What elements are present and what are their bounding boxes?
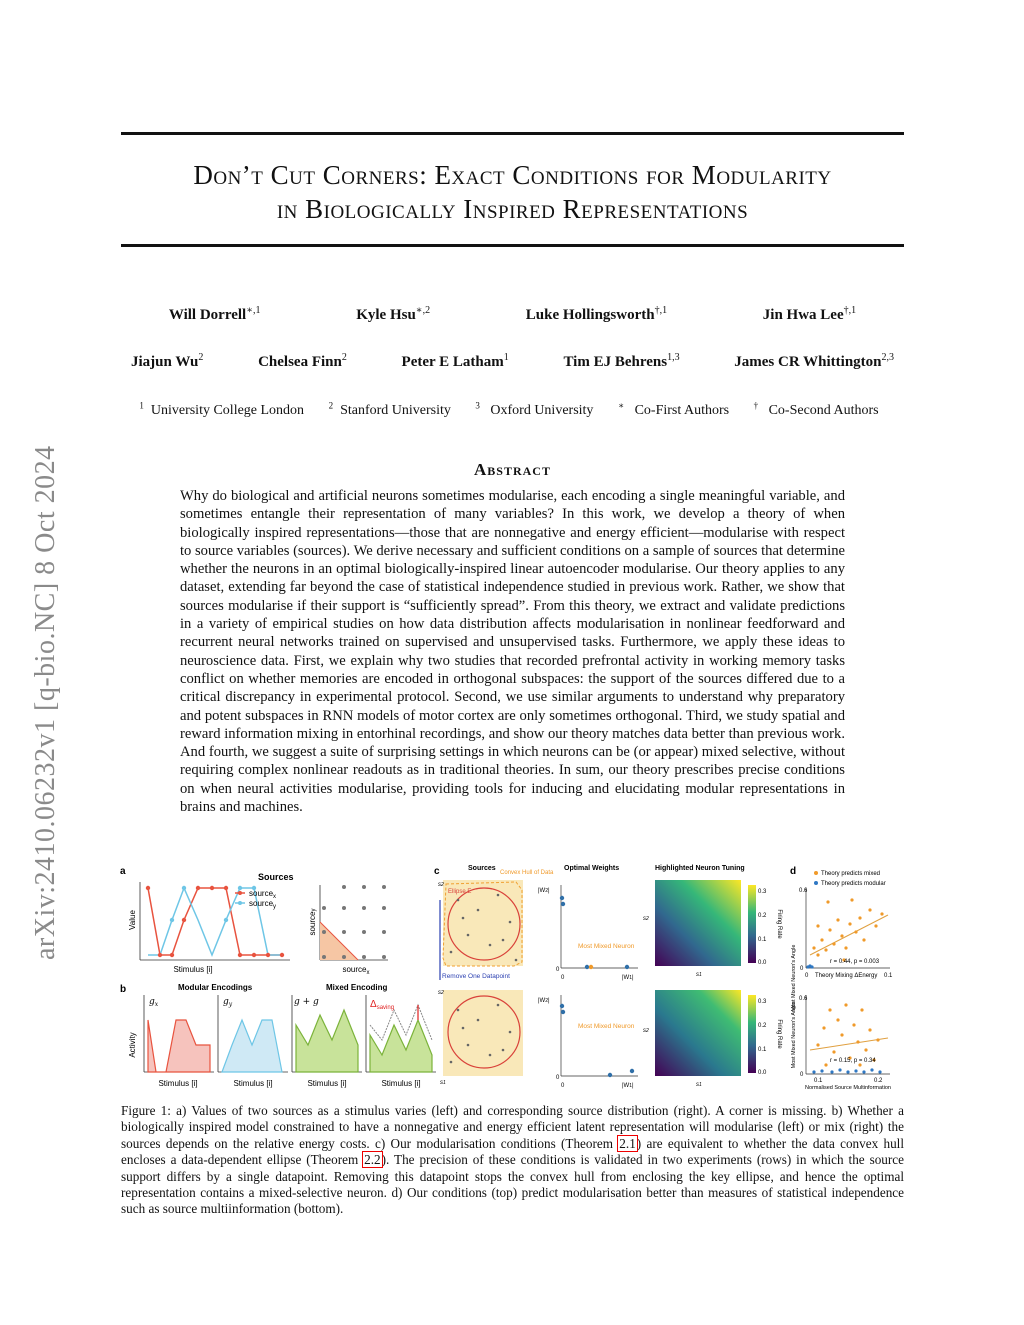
svg-text:Theory predicts mixed: Theory predicts mixed [821,871,881,877]
svg-text:0.3: 0.3 [758,889,767,895]
panel-a-label: a [120,866,126,877]
panel-b-title-mixed: Mixed Encoding [326,983,388,992]
svg-text:Firing Rate: Firing Rate [776,909,782,939]
panel-c-col-sources: Sources [468,865,496,872]
author: Peter E Latham$^1$ [401,352,509,370]
svg-text:0.3: 0.3 [758,999,767,1005]
sources-plot-row2 [438,990,523,1086]
affiliations [121,400,904,419]
svg-text:0.6: 0.6 [799,996,808,1002]
svg-text:Firing Rate: Firing Rate [776,1019,782,1049]
svg-text:0: 0 [556,1075,560,1081]
panel-d-legend [814,871,886,887]
svg-text:Most Mixed Neuron: Most Mixed Neuron [578,1023,635,1030]
authors-row-1 [121,305,904,324]
svg-text:s2: s2 [438,882,444,888]
sources-plot-row1 [438,870,554,966]
panel-d-ylabel-bottom: Most Mixed Neuron's Angle [791,1001,797,1069]
svg-text:sourcex: source$_x$ [249,889,277,900]
svg-text:0.0: 0.0 [758,1070,767,1076]
panel-b-label: b [120,984,127,995]
svg-text:s2: s2 [438,990,444,996]
panel-a-legend [235,889,276,910]
svg-text:|W1|: |W1| [622,975,634,981]
svg-text:Ellipse E: Ellipse E [448,889,472,895]
svg-text:|W2|: |W2| [538,888,550,894]
affiliation: ∗ Co-First Authors [617,400,730,418]
abstract-text: Why do biological and artificial neurons sometimes modularise, each encoding a single meaningful variable, and sometimes entangle their representation of many variables? In this work, we develop a theory of when biologically inspired representations—those that are nonnegative and energy efficient—modularise with respect to source variables (sources). We derive necessary and sufficient conditions on a sample of sources that determine whether the neurons in an optimal biologically-inspired linear autoencoder modularise. Our theory applies to any dataset, extending far beyond the case of statistical independence studied in previous work. Rather, we show that sources modularise if their support is “sufficiently spread”. From this theory, we extract and validate predictions in a variety of empirical studies on how data distribution affects modularisation in nonlinear feedforward and recurrent neural networks trained on supervised and unsupervised tasks. Furthermore, we apply these ideas to neuroscience data. First, we explain why two studies that recorded prefrontal activity in working memory tasks conflict on whether memories are encoded in orthogonal subspaces: the support of the sources differed due to a critical discrepancy in experimental protocol. Second, we use similar arguments to understand why preparatory and potent subspaces in RNN models of motor cortex are only sometimes orthogonal. Third, we study spatial and reward information mixing in entorhinal recordings, and show our theory matches data better than previous work. And fourth, we suggest a suite of surprising settings in which neurons can be (or appear) mixed selective, without requiring complex nonlinear readouts as in traditional theories. In sum, our theory prescribes precise conditions on when neural activities modularise, providing tools for inducing and elucidating modular representations in brains and machines. [180,488,845,816]
arxiv-identifier: arXiv:2410.06232v1 [q-bio.NC] 8 Oct 2024 [30,445,61,960]
svg-text:0: 0 [805,973,809,979]
scatter-ylabel: sourcey [308,908,317,936]
panel-c-col-tuning: Highlighted Neuron Tuning [655,865,745,872]
author: Will Dorrell$^{∗,1}$ [168,305,261,323]
svg-text:Most Mixed Neuron: Most Mixed Neuron [578,943,635,950]
svg-text:|W2|: |W2| [538,998,550,1004]
author: Luke Hollingsworth$^{\dagger,1}$ [525,305,668,323]
svg-text:Theory predicts modular: Theory predicts modular [821,881,886,887]
svg-text:0: 0 [556,967,560,973]
panel-d-bottom-plot [799,995,891,1090]
figure-caption: Figure 1: a) Values of two sources as a stimulus varies (left) and corresponding source distribution (right). A corner is missing. b) Whether a biologically inspired model constrained to have a nonnegative and energy efficient latent representation will modularise (left) or mix (right) the sources depends on the relative energy costs. c) Our modularisation conditions (Theorem 2.1) are equivalent to whether the data convex hull encloses a data-dependent ellipse (Theorem 2.2). The precision of these conditions is validated in two experiments (rows) in which the source support differs by a single datapoint. Removing this datapoint stops the convex hull from enclosing the key ellipse, and hence the optimal representation contains a mixed-selective neuron. d) Our conditions (top) predict modularisation better than measures of statistical independence such as source multiinformation (bottom). [121,1103,904,1217]
panel-c-label: c [434,866,440,877]
svg-text:0: 0 [800,966,804,972]
svg-text:s1: s1 [696,972,702,978]
svg-text:gx: $g_x$ [149,997,159,1008]
encoding-delta-saving [366,995,436,1088]
svg-text:Stimulus [i]: Stimulus [i] [307,1079,347,1088]
svg-text:s2: s2 [643,1028,649,1034]
remove-datapoint-label: Remove One Datapoint [442,973,510,980]
colorbar-row1 [748,885,782,966]
svg-text:0: 0 [561,1083,565,1089]
author: Tim EJ Behrens$^{1,3}$ [563,352,680,370]
panel-b-title-modular: Modular Encodings [178,983,253,992]
panel-a-title: Sources [258,872,294,882]
encoding-gy [218,995,288,1088]
figure-1 [118,860,908,1090]
panel-c-col-weights: Optimal Weights [564,865,620,872]
svg-text:s1: s1 [440,1080,446,1086]
svg-text:|W1|: |W1| [622,1083,634,1089]
title-line-2: in Biologically Inspired Representations [276,194,749,224]
svg-text:Theory Mixing ΔEnergy: Theory Mixing ΔEnergy [815,973,878,979]
author: Kyle Hsu$^{∗,2}$ [356,305,431,323]
panel-d-ylabel-top: Most Mixed Neuron's Angle [791,944,797,1012]
svg-text:Stimulus [i]: Stimulus [i] [158,1079,198,1088]
svg-text:0.2: 0.2 [758,1023,767,1029]
svg-text:g + g: g + g [294,997,319,1007]
weights-plot-row1 [538,885,638,981]
svg-text:Stimulus [i]: Stimulus [i] [233,1079,273,1088]
panel-a-ylabel: Value [128,910,137,930]
theorem-2-1-link[interactable]: 2.1 [619,1135,636,1151]
theorem-2-2-link[interactable]: 2.2 [364,1152,381,1168]
svg-text:Stimulus [i]: Stimulus [i] [381,1079,421,1088]
author: Jiajun Wu$^2$ [131,352,204,370]
svg-text:Δsaving: $\Delta_{saving}$ [370,999,395,1011]
svg-text:Convex Hull of Data: Convex Hull of Data [500,870,554,876]
svg-text:0.1: 0.1 [814,1078,823,1084]
panel-a-xlabel: Stimulus [i] [173,965,213,974]
svg-text:0: 0 [561,975,565,981]
svg-text:0.2: 0.2 [758,913,767,919]
author: Chelsea Finn$^2$ [258,352,347,370]
abstract-heading: Abstract [474,460,551,479]
title-rule-bottom [121,244,904,247]
authors-row-2 [121,352,904,371]
svg-text:Normalised Source Multinformat: Normalised Source Multinformation [805,1085,891,1090]
svg-text:0.6: 0.6 [799,888,808,894]
svg-text:s1: s1 [696,1082,702,1088]
panel-d-top-plot [799,888,893,979]
svg-text:0: 0 [800,1072,804,1078]
encoding-gx-plus-gy [292,995,362,1088]
panel-b-ylabel: Activity [128,1032,137,1058]
svg-text:0.1: 0.1 [758,1047,767,1053]
title-rule-top [121,132,904,135]
tuning-heatmap-row1 [643,880,741,978]
svg-text:0.2: 0.2 [874,1078,883,1084]
affiliation: $^1$ University College London [139,400,305,418]
tuning-heatmap-row2 [643,990,741,1088]
svg-text:0.1: 0.1 [758,937,767,943]
weights-plot-row2 [538,995,638,1089]
paper-title [121,158,904,226]
affiliation: $^2$ Stanford University [328,400,451,418]
title-line-1: Don’t Cut Corners: Exact Conditions for Modularity [193,160,832,190]
svg-text:r = 0.15, p = 0.34: r = 0.15, p = 0.34 [830,1058,876,1064]
affiliation: † Co-Second Authors [753,400,879,418]
svg-text:sourcey: source$_y$ [249,899,277,910]
svg-text:gy: $g_y$ [223,997,233,1008]
svg-text:0.1: 0.1 [884,973,893,979]
colorbar-row2 [748,995,782,1076]
svg-text:r = 0.44, p = 0.003: r = 0.44, p = 0.003 [830,959,880,965]
svg-text:0.0: 0.0 [758,960,767,966]
author: James CR Whittington$^{2,3}$ [734,352,894,370]
panel-d-label: d [790,866,797,877]
affiliation: $^3$ Oxford University [475,400,594,418]
author: Jin Hwa Lee$^{\dagger,1}$ [762,305,857,323]
scatter-xlabel: source$_x$ [342,965,370,976]
encoding-gx [144,995,214,1088]
svg-text:s2: s2 [643,916,649,922]
